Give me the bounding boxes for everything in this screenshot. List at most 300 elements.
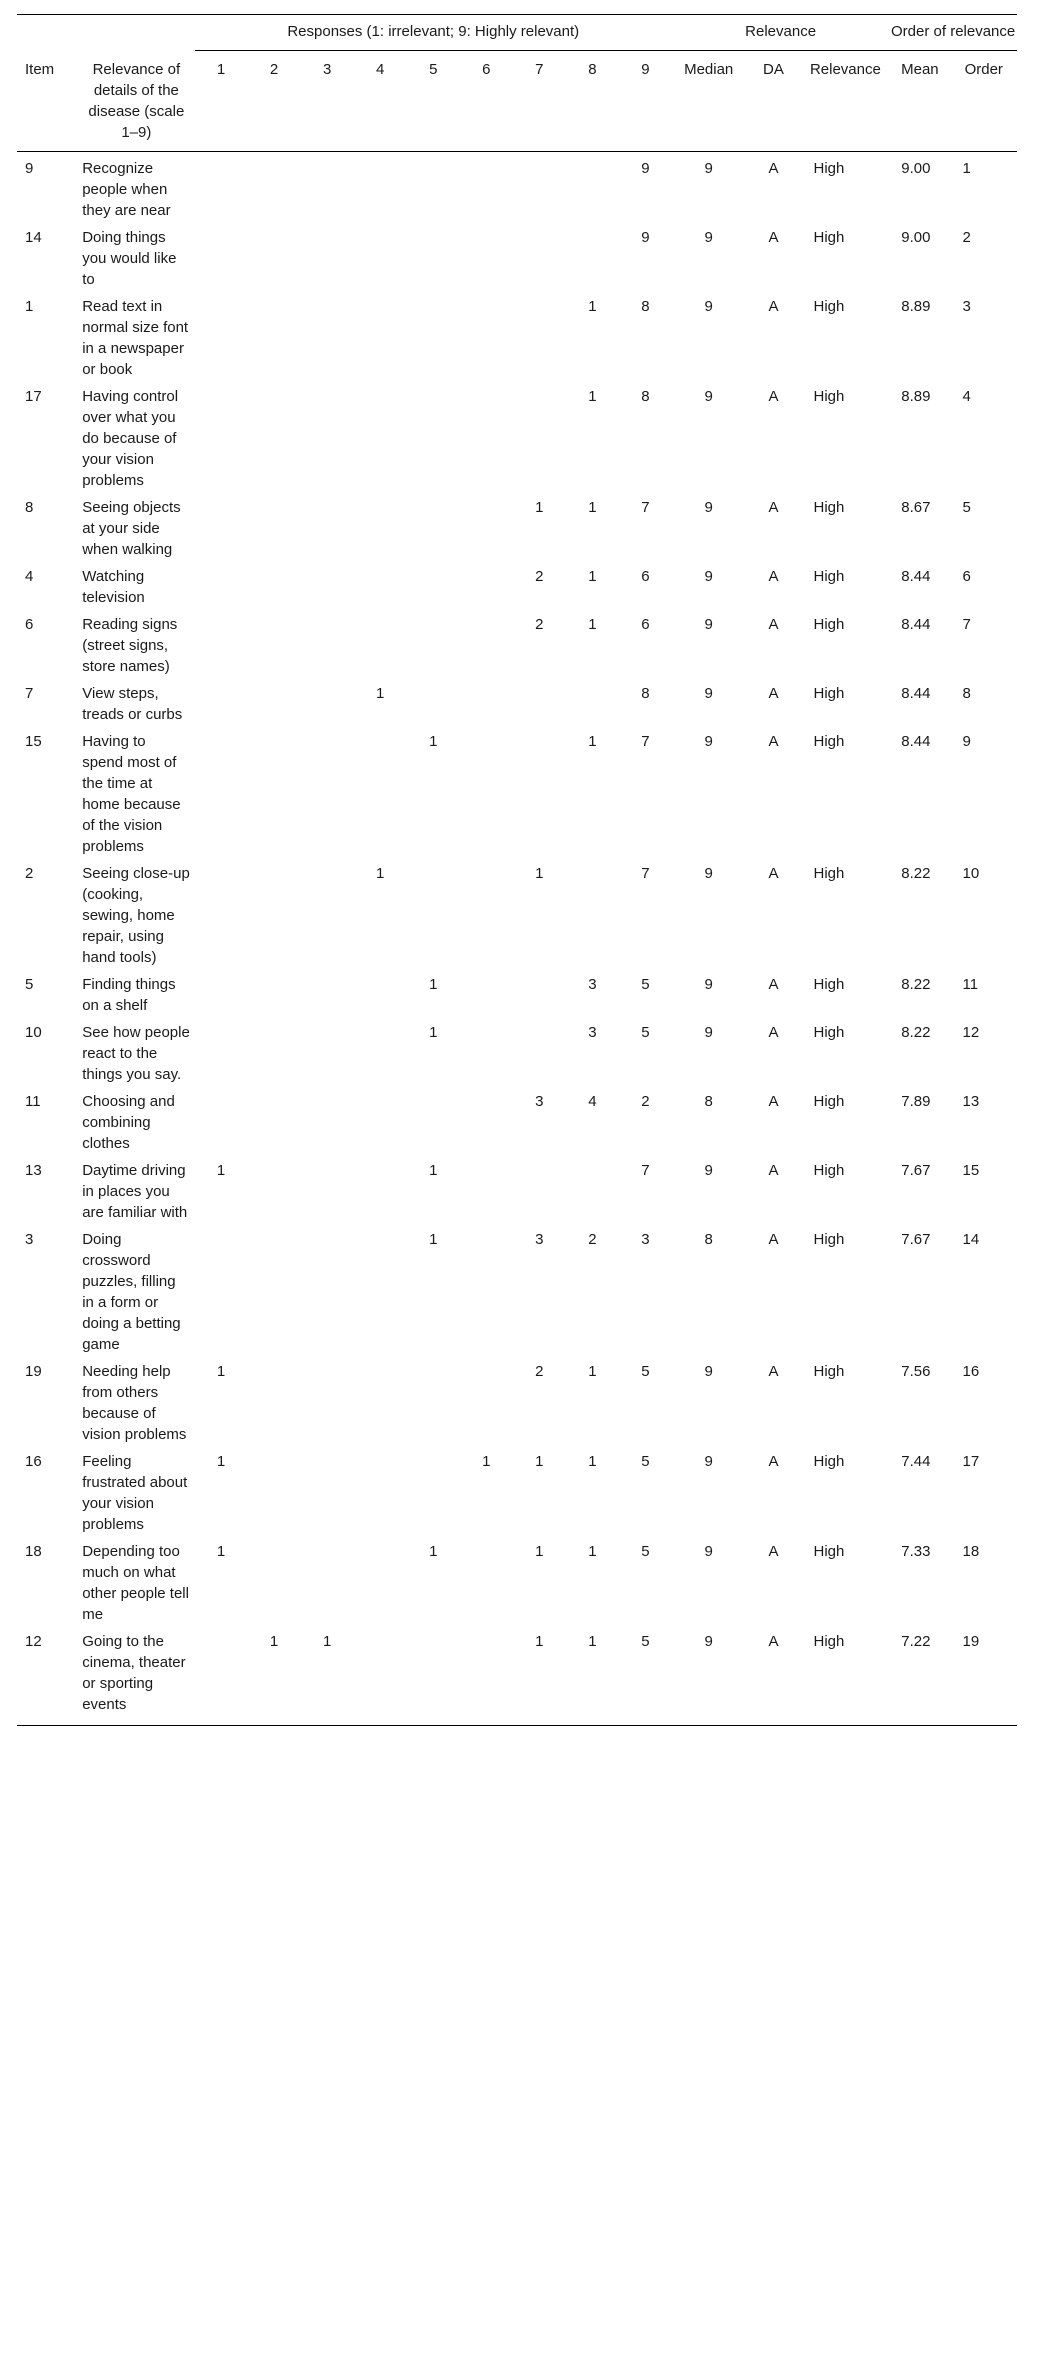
cell-da: A xyxy=(768,1230,779,1248)
header-order-group: Order of relevance xyxy=(889,15,1017,51)
cell-da: A xyxy=(768,498,779,516)
cell-response-6 xyxy=(460,560,513,608)
cell-response-1 xyxy=(195,968,248,1016)
header-response-6: 6 xyxy=(460,51,513,152)
cell-response-1 xyxy=(195,1223,248,1355)
cell-response-6 xyxy=(460,380,513,491)
cell-mean: 7.56 xyxy=(901,1362,931,1380)
cell-item: 5 xyxy=(25,975,34,993)
header-description: Relevance of details of the disease (scale 1–9) xyxy=(78,51,194,152)
cell-response-4 xyxy=(354,1355,407,1445)
cell-response-4 xyxy=(354,491,407,560)
cell-item: 13 xyxy=(25,1161,42,1179)
cell-response-3 xyxy=(301,1535,354,1625)
cell-mean: 8.44 xyxy=(901,732,931,750)
cell-relevance: High xyxy=(802,1625,890,1726)
cell-median: 9 xyxy=(704,498,713,516)
cell-response-5: 1 xyxy=(429,975,438,993)
cell-response-5 xyxy=(407,1085,460,1154)
cell-response-6 xyxy=(460,1016,513,1085)
cell-response-7: 2 xyxy=(535,567,544,585)
table-row xyxy=(17,1223,1017,1355)
cell-response-3: 1 xyxy=(301,1625,354,1726)
cell-response-5 xyxy=(407,608,460,677)
cell-order: 9 xyxy=(962,732,971,750)
cell-mean: 8.89 xyxy=(901,297,931,315)
cell-response-1 xyxy=(195,608,248,677)
cell-response-3 xyxy=(301,1223,354,1355)
cell-response-9: 8 xyxy=(641,387,650,405)
cell-response-4 xyxy=(354,151,407,221)
cell-item: 15 xyxy=(25,732,42,750)
cell-response-7 xyxy=(513,677,566,725)
cell-response-1 xyxy=(195,725,248,857)
cell-response-2 xyxy=(248,491,301,560)
cell-median: 9 xyxy=(704,228,713,246)
table-row xyxy=(17,221,1017,290)
cell-response-4 xyxy=(354,968,407,1016)
cell-response-2 xyxy=(248,968,301,1016)
cell-response-2 xyxy=(248,290,301,380)
cell-response-3 xyxy=(301,1154,354,1223)
cell-da: A xyxy=(768,1452,779,1470)
cell-response-9: 6 xyxy=(641,615,650,633)
cell-mean: 7.89 xyxy=(901,1092,931,1110)
cell-response-2 xyxy=(248,1085,301,1154)
cell-relevance: High xyxy=(813,1230,845,1248)
cell-response-1 xyxy=(195,221,248,290)
cell-response-5 xyxy=(407,491,460,560)
cell-response-9: 5 xyxy=(619,1625,672,1726)
cell-order: 1 xyxy=(962,159,971,177)
cell-response-6 xyxy=(460,290,513,380)
cell-response-5: 1 xyxy=(429,1161,438,1179)
cell-response-4: 1 xyxy=(376,684,385,702)
cell-response-7: 3 xyxy=(535,1230,544,1248)
cell-response-2 xyxy=(248,1154,301,1223)
header-mean: Mean xyxy=(889,51,950,152)
cell-median: 9 xyxy=(704,1362,713,1380)
header-da: DA xyxy=(745,51,801,152)
cell-response-1 xyxy=(195,857,248,968)
cell-mean: 8.44 xyxy=(901,615,931,633)
cell-item: 7 xyxy=(25,684,34,702)
cell-response-9: 9 xyxy=(641,228,650,246)
cell-median: 9 xyxy=(704,684,713,702)
header-response-8: 8 xyxy=(566,51,619,152)
cell-response-2 xyxy=(248,151,301,221)
table-row xyxy=(17,608,1017,677)
cell-response-5 xyxy=(407,857,460,968)
cell-description: Having control over what you do because of your vision problems xyxy=(82,387,179,489)
cell-response-8 xyxy=(566,221,619,290)
cell-response-5 xyxy=(407,1355,460,1445)
cell-response-3 xyxy=(301,1445,354,1535)
cell-response-9: 5 xyxy=(641,1542,650,1560)
cell-item: 10 xyxy=(25,1023,42,1041)
cell-item: 4 xyxy=(25,567,34,585)
cell-response-7 xyxy=(513,221,566,290)
cell-response-9: 8 xyxy=(641,684,650,702)
header-responses-group: Responses (1: irrelevant; 9: Highly relevant) xyxy=(195,15,672,51)
cell-description: View steps, treads or curbs xyxy=(82,684,183,723)
cell-median: 9 xyxy=(704,387,713,405)
cell-response-1 xyxy=(195,1085,248,1154)
cell-response-8: 1 xyxy=(588,387,597,405)
cell-da: A xyxy=(768,228,779,246)
cell-response-9: 3 xyxy=(641,1230,650,1248)
cell-order: 8 xyxy=(962,684,971,702)
cell-da: A xyxy=(768,567,779,585)
cell-response-8 xyxy=(566,677,619,725)
cell-response-2 xyxy=(248,221,301,290)
cell-response-8: 1 xyxy=(588,297,597,315)
cell-response-3 xyxy=(301,608,354,677)
cell-response-3 xyxy=(301,677,354,725)
cell-response-7: 2 xyxy=(535,615,544,633)
cell-description: Finding things on a shelf xyxy=(82,975,176,1014)
header-response-5: 5 xyxy=(407,51,460,152)
cell-relevance: High xyxy=(813,1542,845,1560)
cell-response-2 xyxy=(248,857,301,968)
cell-description: Choosing and combining clothes xyxy=(82,1092,175,1152)
cell-response-3 xyxy=(301,857,354,968)
cell-response-7 xyxy=(513,968,566,1016)
cell-response-4 xyxy=(354,221,407,290)
cell-mean: 8.22 xyxy=(901,1023,931,1041)
cell-response-9: 7 xyxy=(641,864,650,882)
cell-response-8: 2 xyxy=(588,1230,597,1248)
cell-da: A xyxy=(768,732,779,750)
cell-response-7: 1 xyxy=(535,498,544,516)
cell-da: A xyxy=(768,387,779,405)
cell-order: 18 xyxy=(962,1542,980,1560)
cell-response-9: 5 xyxy=(641,975,650,993)
cell-da: A xyxy=(768,864,779,882)
cell-response-1: 1 xyxy=(216,1161,226,1179)
cell-description: Depending too much on what other people tell me xyxy=(82,1542,189,1623)
cell-mean: 8.89 xyxy=(901,387,931,405)
cell-description: Reading signs (street signs, store names) xyxy=(82,615,178,675)
cell-description: Needing help from others because of vision problems xyxy=(82,1362,187,1443)
cell-response-4 xyxy=(354,1085,407,1154)
cell-response-7: 1 xyxy=(513,1625,566,1726)
cell-median: 9 xyxy=(704,1542,713,1560)
cell-relevance: High xyxy=(813,297,845,315)
cell-item: 14 xyxy=(25,228,42,246)
cell-item: 18 xyxy=(25,1542,42,1560)
header-column-row xyxy=(17,51,1017,152)
cell-response-8 xyxy=(566,1154,619,1223)
cell-item: 6 xyxy=(25,615,34,633)
cell-relevance: High xyxy=(813,228,845,246)
cell-response-1: 1 xyxy=(216,1362,226,1380)
cell-median: 9 xyxy=(704,297,713,315)
cell-response-4 xyxy=(354,1535,407,1625)
cell-description: Doing crossword puzzles, filling in a form or doing a betting game xyxy=(82,1230,181,1353)
table-row xyxy=(17,290,1017,380)
cell-response-2 xyxy=(248,560,301,608)
header-response-1: 1 xyxy=(195,51,248,152)
cell-item: 1 xyxy=(25,297,34,315)
cell-response-8: 3 xyxy=(588,975,597,993)
header-response-9: 9 xyxy=(619,51,672,152)
table-row xyxy=(17,380,1017,491)
cell-median: 9 xyxy=(704,975,713,993)
cell-description: Doing things you would like to xyxy=(82,228,177,288)
cell-relevance: High xyxy=(813,498,845,516)
cell-response-6 xyxy=(460,221,513,290)
cell-order: 15 xyxy=(962,1161,980,1179)
cell-response-4: 1 xyxy=(376,864,385,882)
cell-response-5: 1 xyxy=(429,1023,438,1041)
cell-mean: 8.22 xyxy=(901,975,931,993)
cell-median: 9 xyxy=(704,567,713,585)
header-relevance: Relevance xyxy=(802,51,890,152)
cell-item: 2 xyxy=(25,864,34,882)
table-row xyxy=(17,151,1017,221)
cell-response-4 xyxy=(354,380,407,491)
cell-response-1 xyxy=(195,380,248,491)
cell-response-8: 3 xyxy=(588,1023,597,1041)
cell-order: 7 xyxy=(962,615,971,633)
cell-response-2 xyxy=(248,1445,301,1535)
cell-response-6 xyxy=(460,1355,513,1445)
table-row xyxy=(17,1085,1017,1154)
cell-order: 12 xyxy=(962,1023,980,1041)
cell-item: 8 xyxy=(25,498,34,516)
cell-relevance: High xyxy=(813,387,845,405)
cell-mean: 8.44 xyxy=(901,684,931,702)
cell-da: A xyxy=(768,1092,779,1110)
cell-response-7: 1 xyxy=(535,1452,544,1470)
cell-relevance: High xyxy=(813,1452,845,1470)
relevance-table xyxy=(17,14,1017,1726)
cell-response-3 xyxy=(301,221,354,290)
cell-description: Daytime driving in places you are familiar with xyxy=(82,1161,188,1221)
cell-response-2 xyxy=(248,1535,301,1625)
cell-response-7 xyxy=(513,725,566,857)
cell-relevance: High xyxy=(813,615,845,633)
header-median: Median xyxy=(672,51,745,152)
cell-mean: 9.00 xyxy=(901,159,931,177)
cell-response-3 xyxy=(301,968,354,1016)
cell-response-2 xyxy=(248,1016,301,1085)
cell-response-9: 9 xyxy=(641,159,650,177)
cell-order: 14 xyxy=(962,1230,980,1248)
cell-mean: 7.33 xyxy=(901,1542,931,1560)
table-row xyxy=(17,1355,1017,1445)
cell-relevance: High xyxy=(813,684,845,702)
table-row xyxy=(17,1535,1017,1625)
cell-da: A xyxy=(768,159,779,177)
cell-response-1 xyxy=(195,1625,248,1726)
cell-response-6 xyxy=(460,857,513,968)
table-body xyxy=(17,151,1017,1725)
cell-order: 4 xyxy=(962,387,971,405)
cell-da: A xyxy=(768,975,779,993)
cell-da: A xyxy=(768,1161,779,1179)
cell-response-1 xyxy=(195,491,248,560)
cell-response-8: 1 xyxy=(588,732,597,750)
cell-response-1 xyxy=(195,1016,248,1085)
cell-item: 9 xyxy=(25,159,34,177)
cell-response-2 xyxy=(248,608,301,677)
cell-response-1: 1 xyxy=(216,1452,226,1470)
cell-response-7: 1 xyxy=(535,864,544,882)
cell-relevance: High xyxy=(813,1362,845,1380)
cell-response-7: 1 xyxy=(535,1542,544,1560)
cell-response-5: 1 xyxy=(429,1230,438,1248)
cell-response-8: 4 xyxy=(588,1092,597,1110)
cell-response-4 xyxy=(354,608,407,677)
cell-response-1 xyxy=(195,151,248,221)
cell-response-3 xyxy=(301,1085,354,1154)
header-relevance-group: Relevance xyxy=(672,15,889,51)
cell-response-8: 1 xyxy=(588,1452,597,1470)
cell-response-1: 1 xyxy=(216,1542,226,1560)
cell-response-3 xyxy=(301,1016,354,1085)
cell-mean: 7.44 xyxy=(901,1452,931,1470)
cell-response-7 xyxy=(513,290,566,380)
cell-response-3 xyxy=(301,560,354,608)
cell-response-1 xyxy=(195,560,248,608)
cell-response-4 xyxy=(354,1016,407,1085)
cell-response-2: 1 xyxy=(248,1625,301,1726)
header-group-row xyxy=(17,15,1017,51)
cell-relevance: High xyxy=(813,1161,845,1179)
cell-mean: 9.00 xyxy=(901,228,931,246)
cell-item: 12 xyxy=(17,1625,78,1726)
cell-median: 9 xyxy=(704,1161,713,1179)
cell-da: A xyxy=(768,615,779,633)
header-response-3: 3 xyxy=(301,51,354,152)
cell-response-3 xyxy=(301,1355,354,1445)
cell-mean: 7.67 xyxy=(901,1230,931,1248)
cell-order: 11 xyxy=(962,975,979,993)
cell-response-5 xyxy=(407,290,460,380)
cell-relevance: High xyxy=(813,975,845,993)
cell-item: 17 xyxy=(25,387,42,405)
cell-description: Having to spend most of the time at home because of the vision problems xyxy=(82,732,181,855)
cell-response-5 xyxy=(407,677,460,725)
cell-response-5 xyxy=(407,151,460,221)
cell-response-5 xyxy=(407,560,460,608)
cell-mean: 8.67 xyxy=(901,498,931,516)
cell-da: A xyxy=(768,297,779,315)
cell-order: 17 xyxy=(962,1452,980,1470)
cell-order: 3 xyxy=(962,297,971,315)
cell-response-8 xyxy=(566,857,619,968)
table-row xyxy=(17,1445,1017,1535)
cell-order: 16 xyxy=(962,1362,980,1380)
cell-description: Feeling frustrated about your vision problems xyxy=(82,1452,188,1533)
cell-description: See how people react to the things you say. xyxy=(82,1023,190,1083)
cell-description: Going to the cinema, theater or sporting events xyxy=(78,1625,194,1726)
cell-response-7 xyxy=(513,380,566,491)
cell-response-2 xyxy=(248,725,301,857)
cell-response-7: 3 xyxy=(535,1092,544,1110)
cell-mean: 7.67 xyxy=(901,1161,931,1179)
cell-order: 2 xyxy=(962,228,971,246)
cell-response-6 xyxy=(460,608,513,677)
table-row xyxy=(17,725,1017,857)
cell-response-7 xyxy=(513,1016,566,1085)
cell-response-9: 2 xyxy=(641,1092,650,1110)
cell-response-9: 5 xyxy=(641,1023,650,1041)
cell-median: 9 xyxy=(704,1452,713,1470)
table-row xyxy=(17,560,1017,608)
cell-response-7 xyxy=(513,151,566,221)
table-row xyxy=(17,677,1017,725)
cell-relevance: High xyxy=(813,567,845,585)
cell-response-1 xyxy=(195,677,248,725)
cell-relevance: High xyxy=(813,1092,845,1110)
header-response-7: 7 xyxy=(513,51,566,152)
cell-response-6 xyxy=(460,1535,513,1625)
cell-response-8: 1 xyxy=(588,1362,597,1380)
cell-da: A xyxy=(768,1362,779,1380)
cell-response-5 xyxy=(407,1625,460,1726)
cell-median: 9 xyxy=(672,1625,745,1726)
cell-description: Watching television xyxy=(82,567,145,606)
cell-da: A xyxy=(745,1625,801,1726)
cell-mean: 8.44 xyxy=(901,567,931,585)
cell-response-8: 1 xyxy=(588,567,597,585)
cell-item: 19 xyxy=(25,1362,42,1380)
cell-response-2 xyxy=(248,1355,301,1445)
cell-response-6 xyxy=(460,491,513,560)
cell-response-9: 7 xyxy=(641,1161,650,1179)
cell-median: 9 xyxy=(704,615,713,633)
cell-response-2 xyxy=(248,380,301,491)
cell-response-6 xyxy=(460,677,513,725)
cell-mean: 8.22 xyxy=(901,864,931,882)
cell-relevance: High xyxy=(813,732,845,750)
cell-response-7 xyxy=(513,1154,566,1223)
cell-response-3 xyxy=(301,725,354,857)
header-response-4: 4 xyxy=(354,51,407,152)
cell-response-4 xyxy=(354,560,407,608)
table-row xyxy=(17,491,1017,560)
cell-relevance: High xyxy=(813,159,845,177)
table-row xyxy=(17,1625,1017,1726)
cell-median: 9 xyxy=(704,159,713,177)
cell-response-9: 7 xyxy=(641,732,650,750)
cell-response-6 xyxy=(460,1154,513,1223)
cell-response-5: 1 xyxy=(429,732,438,750)
table-row xyxy=(17,968,1017,1016)
cell-response-2 xyxy=(248,677,301,725)
cell-response-4 xyxy=(354,1445,407,1535)
table-row xyxy=(17,1154,1017,1223)
cell-response-6 xyxy=(460,1085,513,1154)
cell-response-8: 1 xyxy=(588,498,597,516)
cell-order: 19 xyxy=(951,1625,1018,1726)
cell-response-5 xyxy=(407,221,460,290)
cell-median: 8 xyxy=(704,1230,713,1248)
cell-response-4 xyxy=(354,1625,407,1726)
cell-response-6 xyxy=(460,1625,513,1726)
cell-response-6 xyxy=(460,968,513,1016)
cell-response-6: 1 xyxy=(482,1452,491,1470)
cell-response-4 xyxy=(354,725,407,857)
cell-response-7: 2 xyxy=(535,1362,544,1380)
cell-response-5 xyxy=(407,380,460,491)
cell-order: 13 xyxy=(962,1092,980,1110)
cell-response-4 xyxy=(354,290,407,380)
cell-median: 9 xyxy=(704,1023,713,1041)
